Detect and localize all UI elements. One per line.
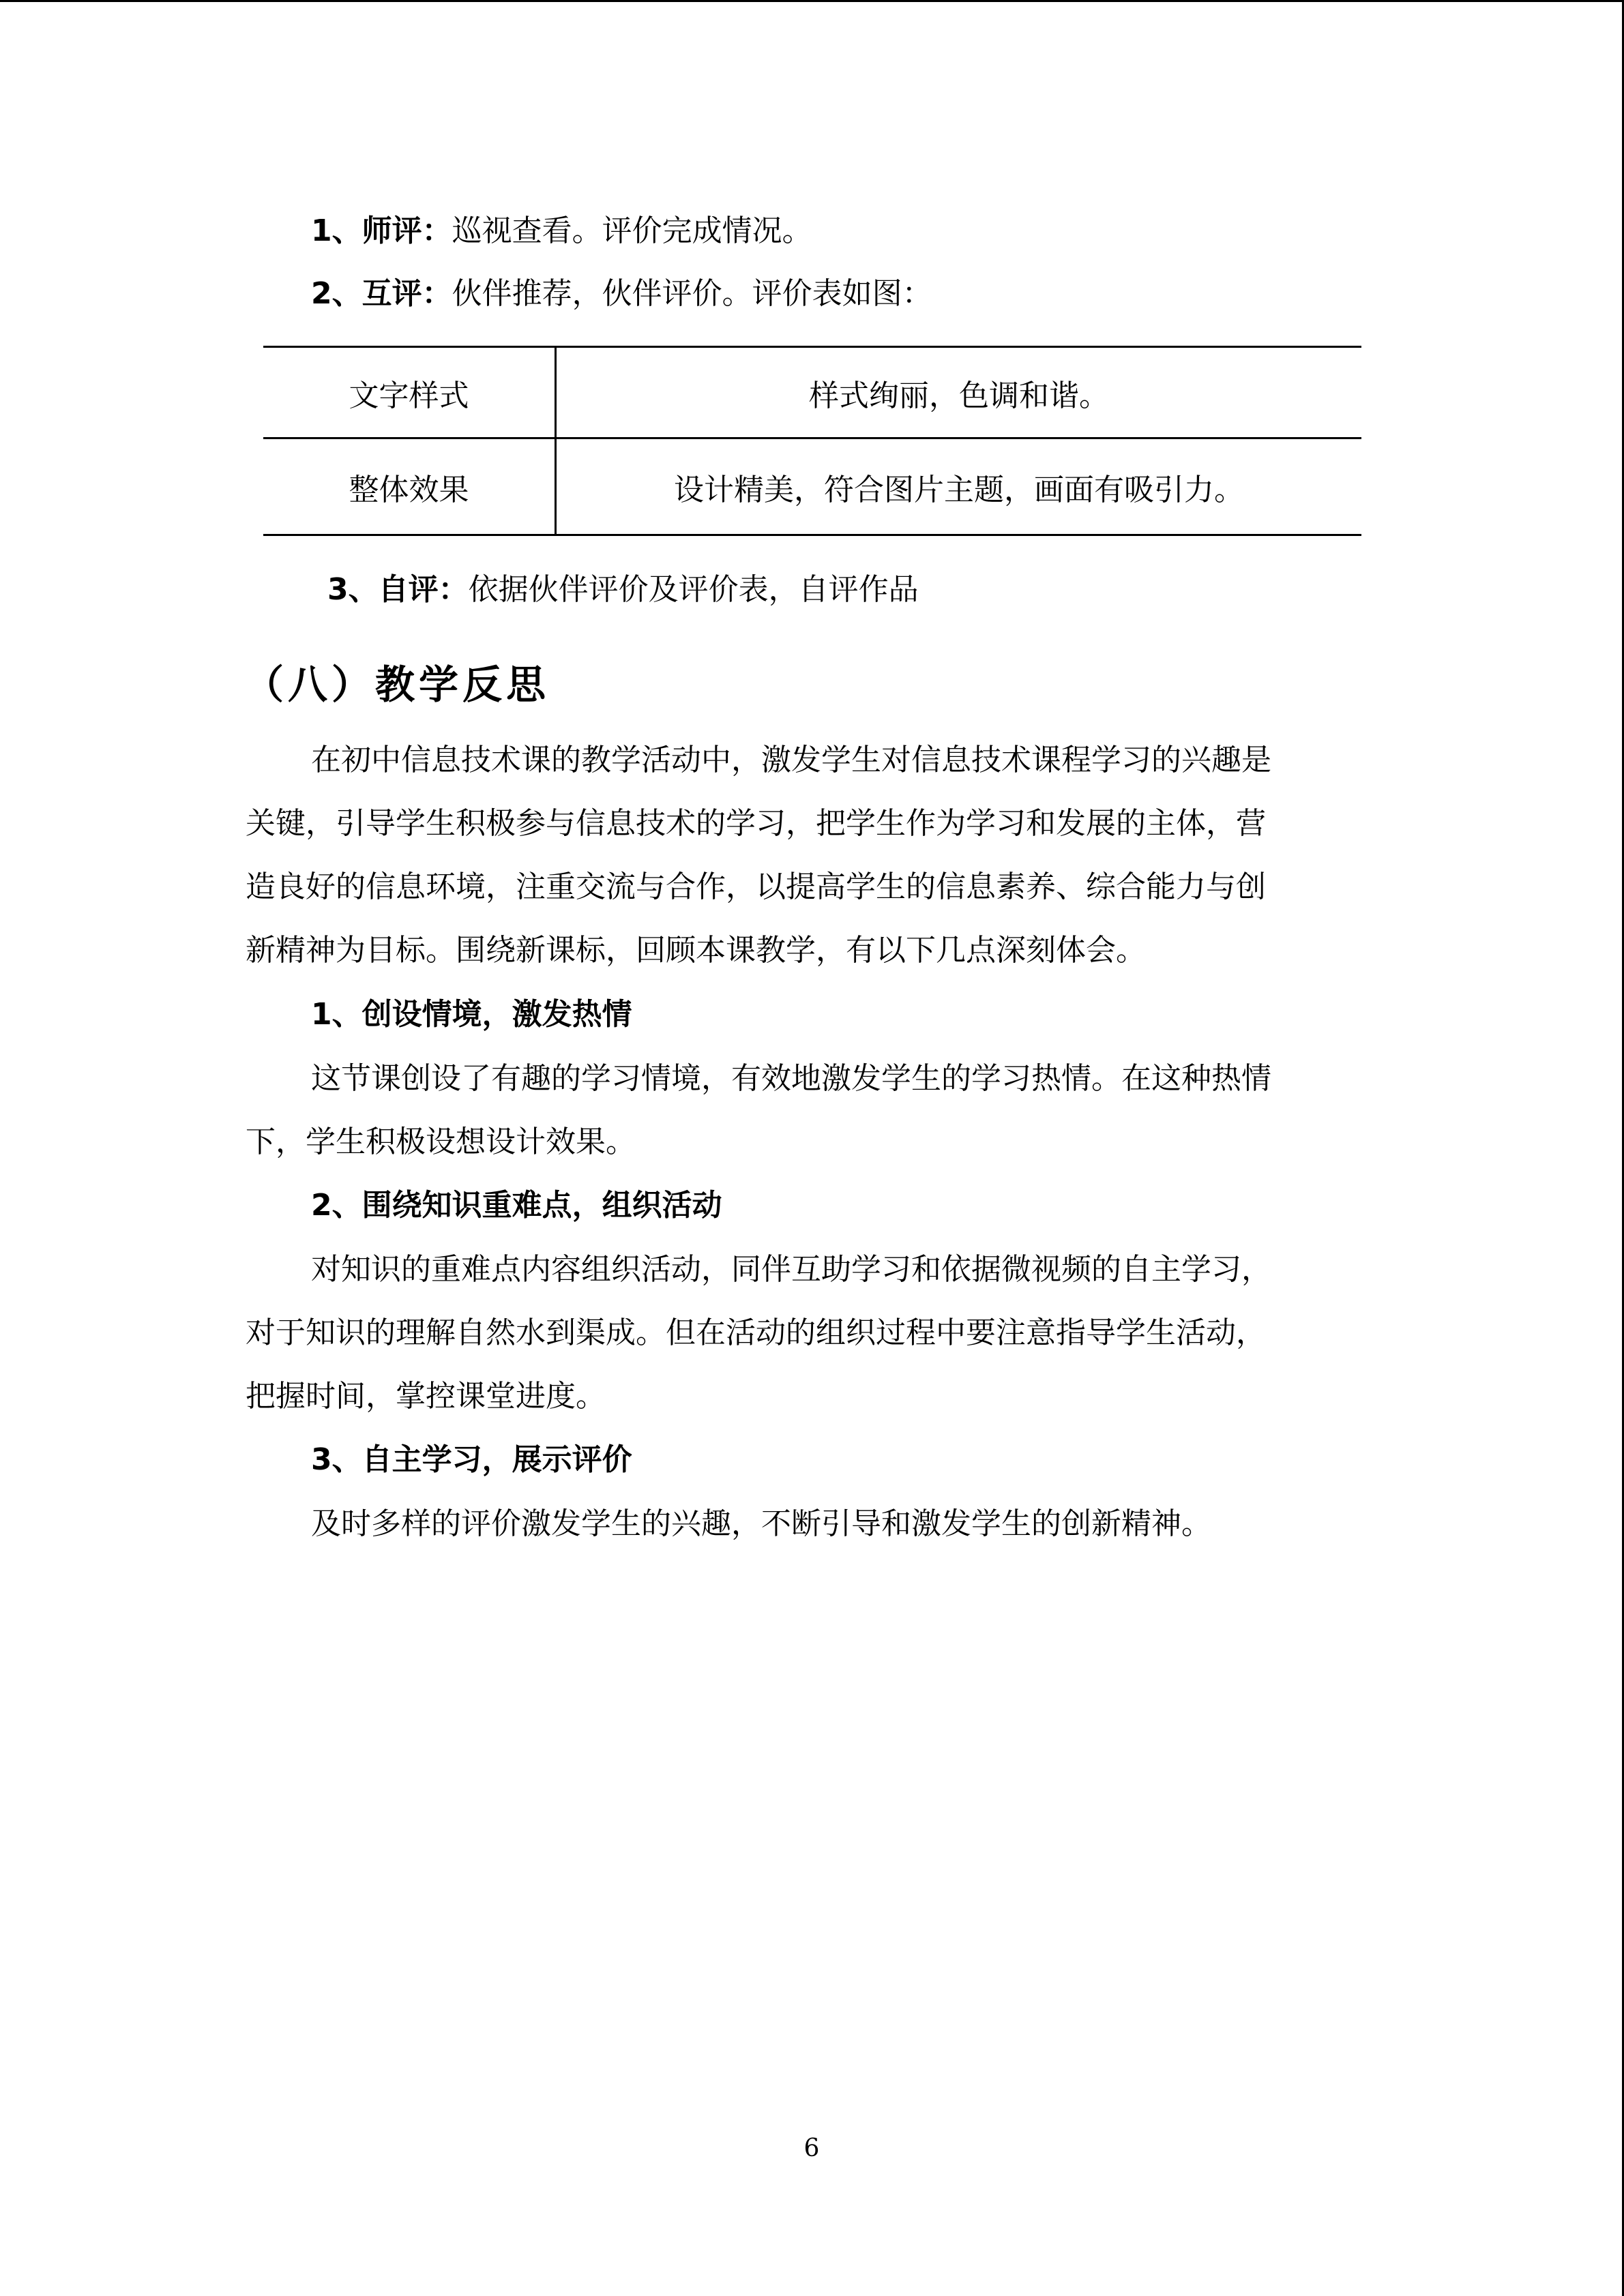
intro-line: 新精神为目标。围绕新课标，回顾本课教学，有以下几点深刻体会。 (246, 933, 1146, 968)
table-row (263, 347, 1361, 438)
point-heading: 1、创设情境，激发热情 (311, 997, 632, 1032)
teacher-eval-label: 1、师评： (311, 213, 452, 248)
evaluation-table (263, 346, 1361, 536)
point-line: 这节课创设了有趣的学习情境，有效地激发学生的学习热情。在这种热情 (311, 1061, 1271, 1096)
teacher-eval-text: 巡视查看。评价完成情况。 (452, 213, 812, 248)
peer-eval-label: 2、互评： (311, 276, 452, 311)
point-heading: 3、自主学习，展示评价 (311, 1442, 632, 1477)
table-cell-description: 设计精美，符合图片主题，画面有吸引力。 (556, 438, 1362, 535)
intro-line: 造良好的信息环境，注重交流与合作，以提高学生的信息素养、综合能力与创 (246, 869, 1266, 904)
point-line: 把握时间，掌控课堂进度。 (246, 1379, 606, 1414)
teacher-eval (311, 211, 812, 252)
intro-line: 关键，引导学生积极参与信息技术的学习，把学生作为学习和发展的主体，营 (246, 806, 1266, 841)
point-line: 对知识的重难点内容组织活动，同伴互助学习和依据微视频的自主学习， (311, 1252, 1271, 1287)
self-eval-label: 3、自评： (327, 572, 469, 607)
intro-line: 在初中信息技术课的教学活动中，激发学生对信息技术课程学习的兴趣是 (311, 743, 1271, 777)
table-cell-criterion: 整体效果 (263, 438, 556, 535)
page-number: 6 (803, 2134, 820, 2162)
self-eval (327, 569, 919, 610)
table-cell-criterion: 文字样式 (263, 347, 556, 438)
point-heading: 2、围绕知识重难点，组织活动 (311, 1188, 722, 1223)
peer-eval (311, 273, 932, 314)
self-eval-text: 依据伙伴评价及评价表，自评作品 (468, 572, 919, 607)
point-line: 及时多样的评价激发学生的兴趣，不断引导和激发学生的创新精神。 (311, 1506, 1211, 1541)
point-line: 下，学生积极设想设计效果。 (246, 1124, 636, 1159)
page-border-top (0, 0, 1624, 2)
peer-eval-text: 伙伴推荐，伙伴评价。评价表如图： (452, 276, 932, 311)
section-title: （八）教学反思 (244, 661, 550, 708)
table-cell-description: 样式绚丽，色调和谐。 (556, 347, 1362, 438)
point-line: 对于知识的理解自然水到渠成。但在活动的组织过程中要注意指导学生活动， (246, 1315, 1266, 1350)
table-row (263, 438, 1361, 535)
